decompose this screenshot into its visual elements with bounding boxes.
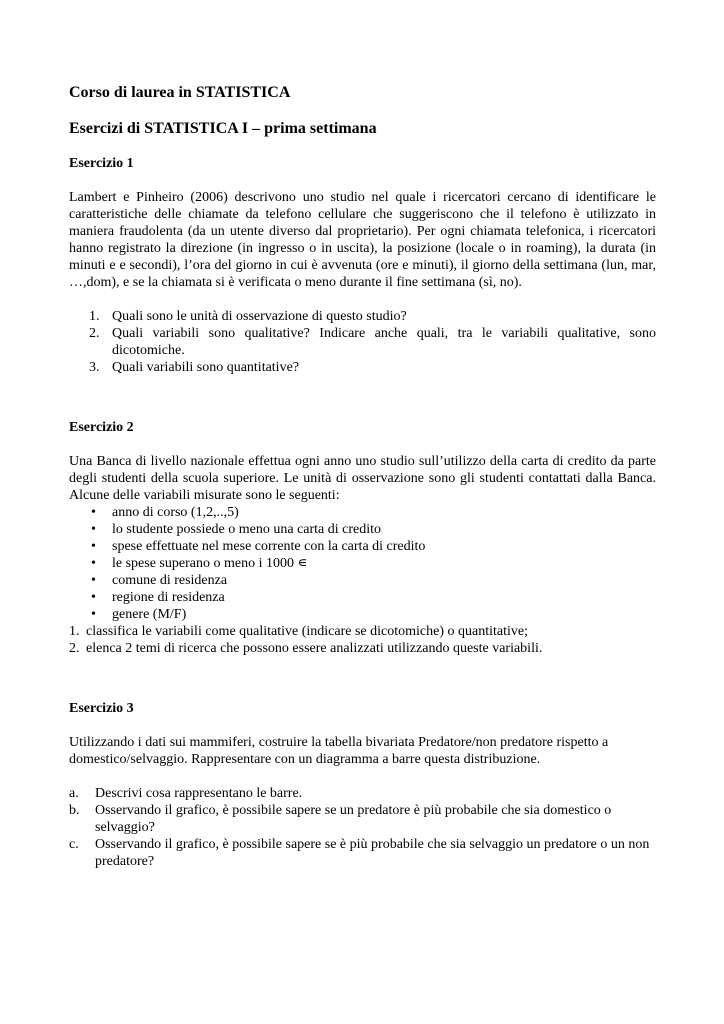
exercise-2-tasks: [69, 623, 656, 657]
bullet-icon: •: [91, 505, 96, 520]
exercise-1-text: Lambert e Pinheiro (2006) descrivono uno studio nel quale i ricercatori cercano di identificare le caratteristiche delle chiamate da telefono cellulare che suggeriscono che il telefono è utilizzato in maniera fraudolenta (da un utente diverso dal proprietario). Per ogni chiamata telefonica, i ricercatori hanno registrato la direzione (in ingresso o in uscita), la posizione (locale o in roaming), la durata (in minuti e e secondi), l’ora del giorno in cui è avvenuta (ore e minuti), il giorno della settimana (lun, mar, …,dom), e se la chiamata si è verificata o meno durante il fine settimana (sì, no).: [69, 190, 656, 290]
variable-text: genere (M/F): [112, 607, 187, 622]
list-item: [69, 640, 656, 657]
list-item: [69, 785, 656, 802]
exercise-3-questions: [69, 785, 656, 870]
bullet-icon: •: [91, 522, 96, 537]
variable-text: le spese superano o meno i 1000 ∊: [112, 556, 308, 571]
list-marker: b.: [69, 803, 80, 818]
question-text: Quali variabili sono qualitative? Indicare anche quali, tra le variabili qualitative, sono dicotomiche.: [112, 326, 656, 358]
task-text: classifica le variabili come qualitative (indicare se dicotomiche) o quantitative;: [86, 624, 528, 639]
variable-text: spese effettuate nel mese corrente con la carta di credito: [112, 539, 426, 554]
exercise-set-title: Esercizi di STATISTICA I – prima settimana: [69, 120, 377, 137]
list-item: [69, 802, 656, 836]
list-item: [69, 836, 656, 870]
task-text: elenca 2 temi di ricerca che possono essere analizzati utilizzando queste variabili.: [86, 641, 543, 656]
list-marker: 1.: [69, 624, 80, 639]
exercise-3-text: Utilizzando i dati sui mammiferi, costruire la tabella bivariata Predatore/non predatore rispetto a domestico/selvaggio. Rappresentare con un diagramma a barre questa distribuzione.: [69, 735, 609, 767]
list-marker: 1.: [89, 309, 100, 324]
variable-text: comune di residenza: [112, 573, 228, 588]
list-item: [69, 572, 656, 589]
exercise-1-questions: [69, 308, 656, 376]
list-item: [69, 359, 656, 376]
exercise-2-text: Una Banca di livello nazionale effettua ogni anno uno studio sull’utilizzo della carta di credito da parte degli studenti della scuola superiore. Le unità di osservazione sono gli studenti contattati dalla Banca. Alcune delle variabili misurate sono le seguenti:: [69, 454, 656, 503]
course-title: Corso di laurea in STATISTICA: [69, 84, 291, 101]
list-item: [69, 325, 656, 359]
exercise-1-heading: Esercizio 1: [69, 156, 134, 171]
list-item: [69, 606, 656, 623]
question-text: Descrivi cosa rappresentano le barre.: [95, 786, 303, 801]
bullet-icon: •: [91, 539, 96, 554]
list-item: [69, 555, 656, 572]
list-item: [69, 504, 656, 521]
list-marker: 2.: [69, 641, 80, 656]
bullet-icon: •: [91, 573, 96, 588]
bullet-icon: •: [91, 556, 96, 571]
exercise-2-heading: Esercizio 2: [69, 420, 134, 435]
bullet-icon: •: [91, 590, 96, 605]
list-item: [69, 521, 656, 538]
variable-text: regione di residenza: [112, 590, 225, 605]
list-marker: a.: [69, 786, 79, 801]
list-item: [69, 589, 656, 606]
exercise-3-heading: Esercizio 3: [69, 701, 134, 716]
exercise-2-variables: [69, 504, 656, 623]
list-marker: 3.: [89, 360, 100, 375]
list-marker: c.: [69, 837, 79, 852]
question-text: Osservando il grafico, è possibile sapere se è più probabile che sia selvaggio un predatore o un non predatore?: [95, 837, 650, 869]
variable-text: anno di corso (1,2,..,5): [112, 505, 239, 520]
variable-text: lo studente possiede o meno una carta di credito: [112, 522, 382, 537]
question-text: Quali variabili sono quantitative?: [112, 360, 300, 375]
question-text: Osservando il grafico, è possibile sapere se un predatore è più probabile che sia domestico o selvaggio?: [95, 803, 612, 835]
bullet-icon: •: [91, 607, 96, 622]
list-item: [69, 308, 656, 325]
question-text: Quali sono le unità di osservazione di questo studio?: [112, 309, 407, 324]
list-item: [69, 623, 656, 640]
list-item: [69, 538, 656, 555]
list-marker: 2.: [89, 326, 100, 341]
document-content: [69, 83, 656, 870]
